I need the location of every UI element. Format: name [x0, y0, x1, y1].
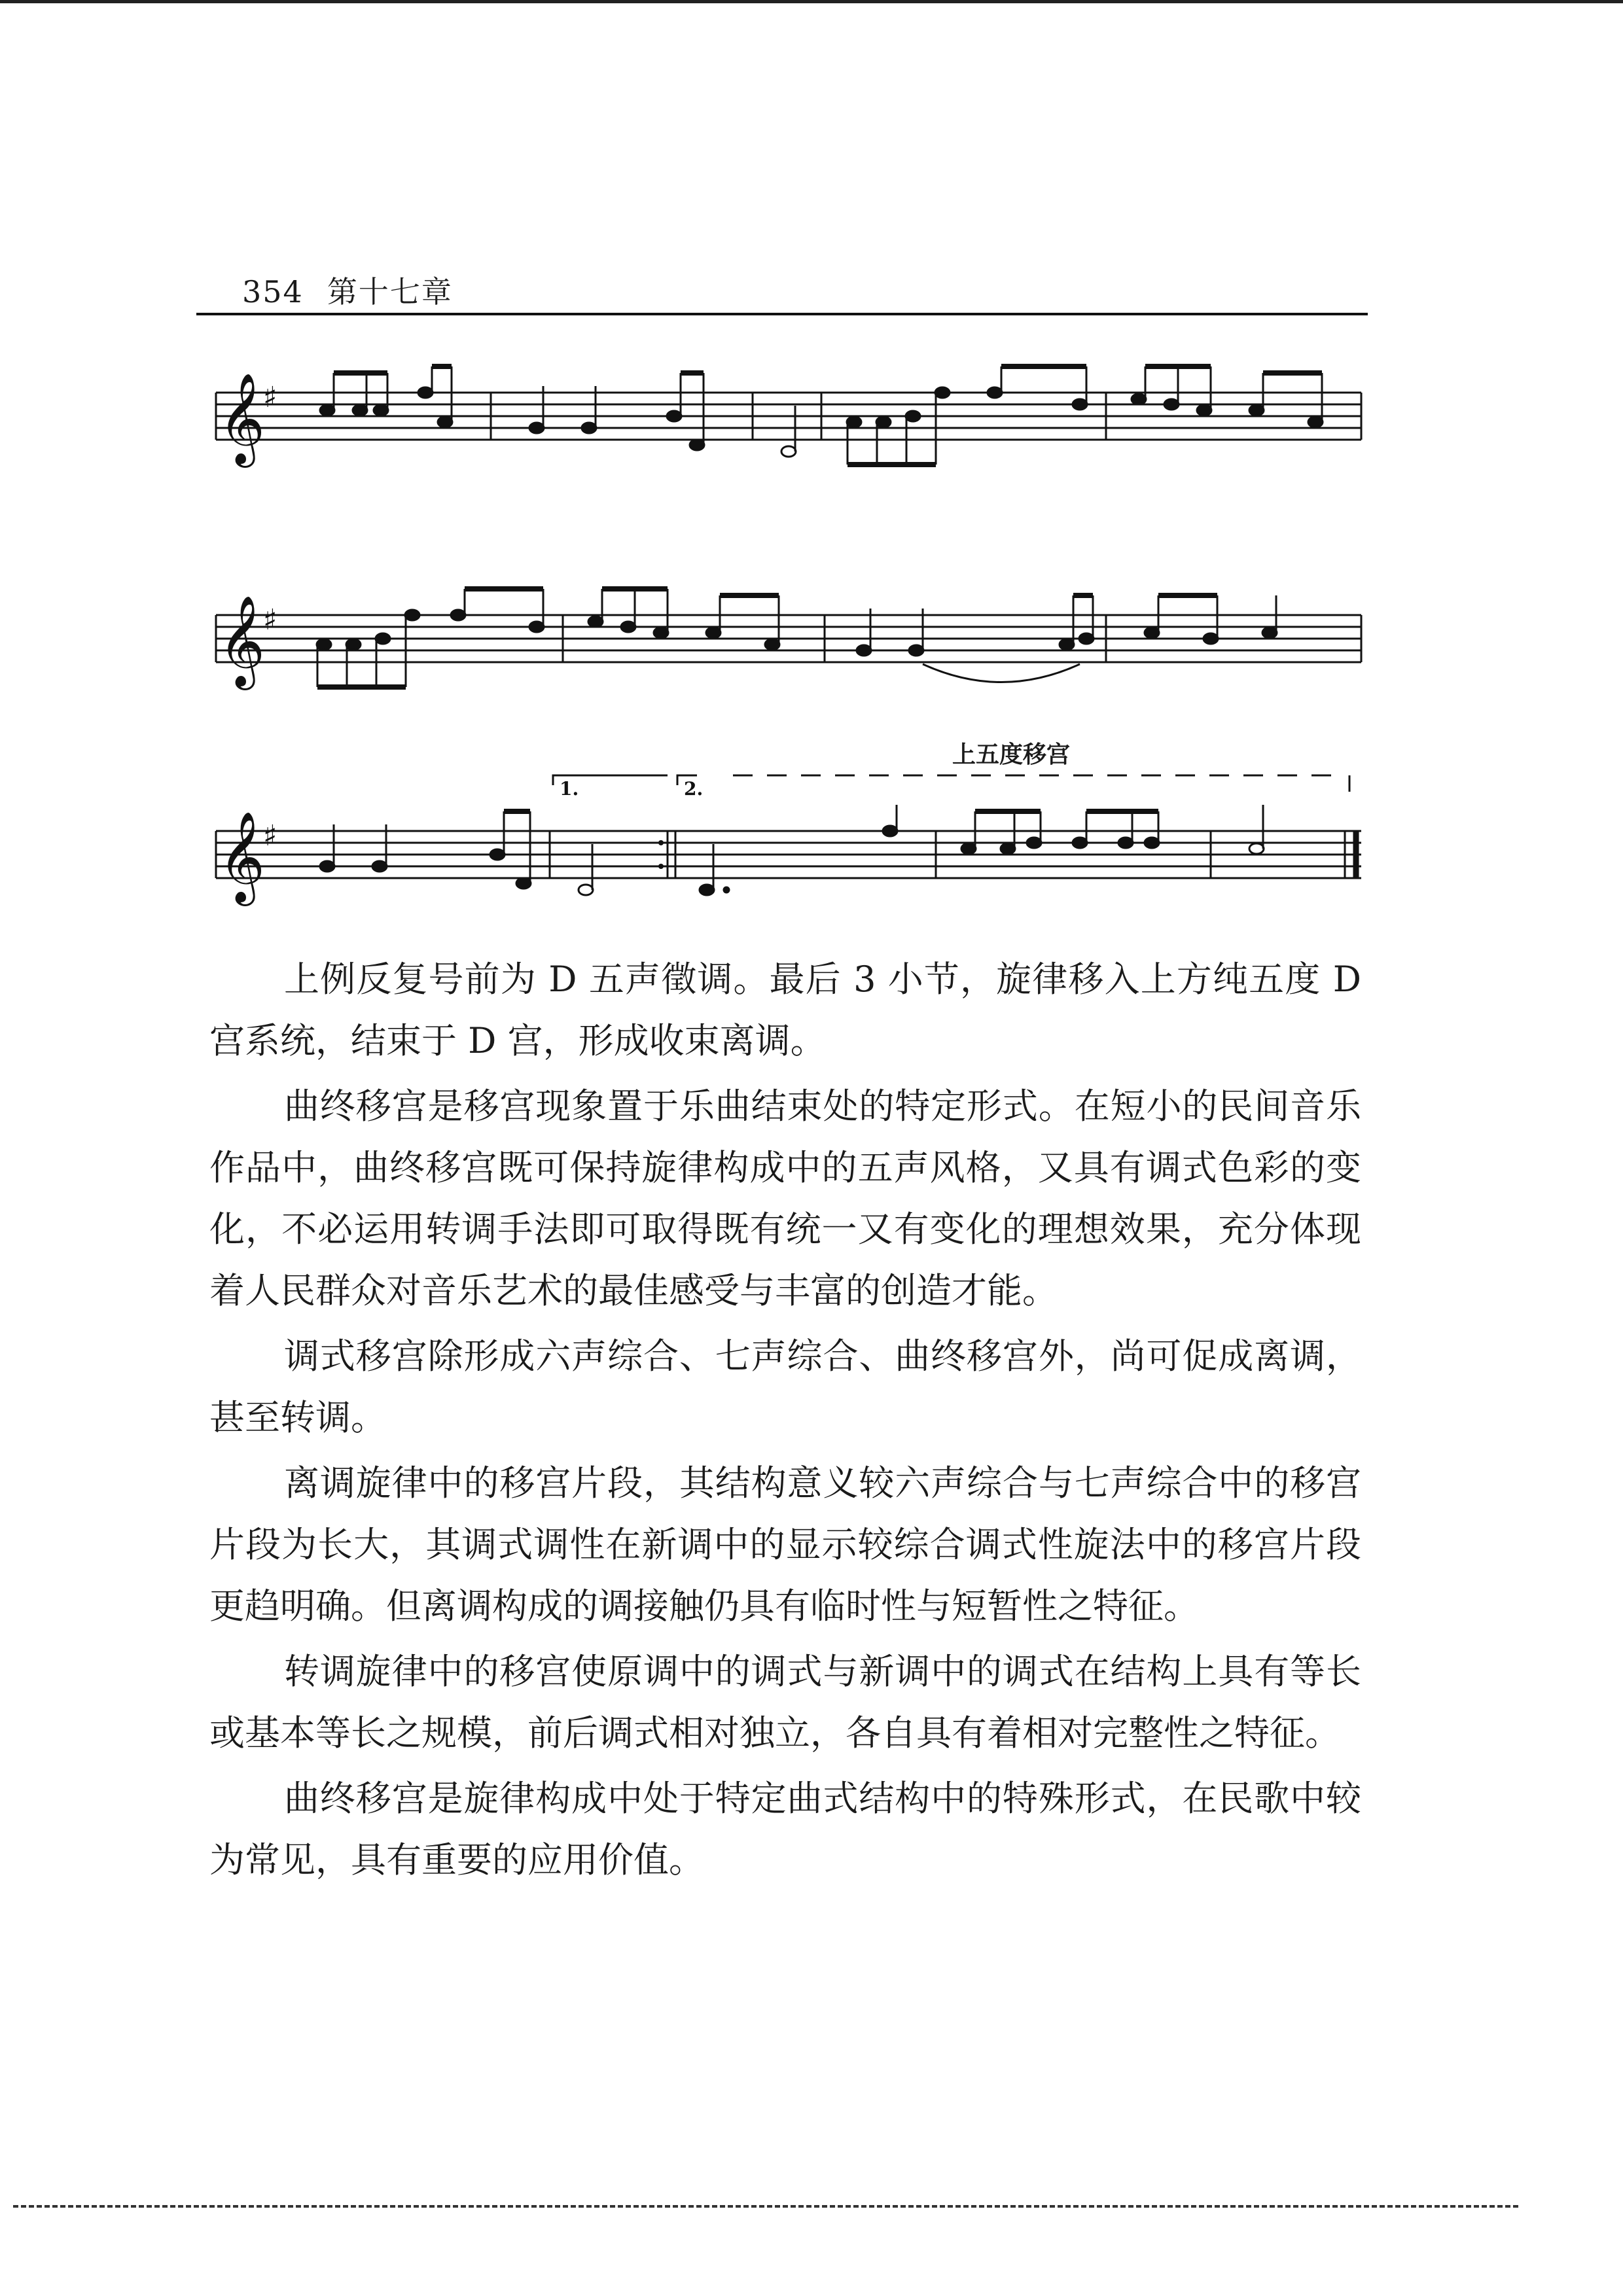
paragraph: 转调旋律中的移宫使原调中的调式与新调中的调式在结构上具有等长或基本等长之规模，前后调式相对独立，各自具有着相对完整性之特征。	[209, 1651, 1361, 1754]
paragraph: 调式移宫除形成六声综合、七声综合、曲终移宫外，尚可促成离调，甚至转调。	[209, 1335, 1361, 1438]
page-number: 354	[242, 274, 304, 309]
chapter-title: 第十七章	[327, 274, 453, 309]
paragraph: 上例反复号前为 D 五声徵调。最后 3 小节，旋律移入上方纯五度 D 宫系统，结束于 D 宫，形成收束离调。	[209, 959, 1361, 1061]
svg-text:♯: ♯	[263, 381, 277, 414]
top-edge-rule	[0, 0, 1623, 3]
modulation-annotation: 上五度移宫	[952, 741, 1071, 768]
paragraph: 离调旋律中的移宫片段，其结构意义较六声综合与七声综合中的移宫片段为长大，其调式调性在新调中的显示较综合调式性旋法中的移宫片段更趋明确。但离调构成的调接触仍具有临时性与短暂性之特征。	[209, 1462, 1361, 1627]
svg-text:♯: ♯	[263, 603, 277, 637]
volta-2-label: 2.	[684, 778, 704, 800]
svg-text:𝄞: 𝄞	[219, 373, 265, 464]
paragraph: 曲终移宫是移宫现象置于乐曲结束处的特定形式。在短小的民间音乐作品中，曲终移宫既可保持旋律构成中的五声风格，又具有调式色彩的变化，不必运用转调手法即可取得既有统一又有变化的理想效果，充分体现着人民群众对音乐艺术的最佳感受与丰富的创造才能。	[209, 1086, 1361, 1311]
header-rule	[196, 313, 1368, 315]
svg-text:𝄞: 𝄞	[219, 595, 265, 686]
bottom-scan-rule	[13, 2205, 1518, 2208]
paragraph: 曲终移宫是旋律构成中处于特定曲式结构中的特殊形式，在民歌中较为常见，具有重要的应用价值。	[209, 1778, 1361, 1881]
music-staff-2	[209, 550, 1368, 713]
running-head	[242, 268, 453, 311]
volta-1-label: 1.	[560, 778, 579, 800]
music-staff-1	[209, 327, 1368, 491]
body-text	[209, 949, 1361, 1895]
music-staff-3	[209, 766, 1368, 929]
svg-text:𝄞: 𝄞	[219, 811, 265, 902]
svg-text:♯: ♯	[263, 819, 277, 853]
